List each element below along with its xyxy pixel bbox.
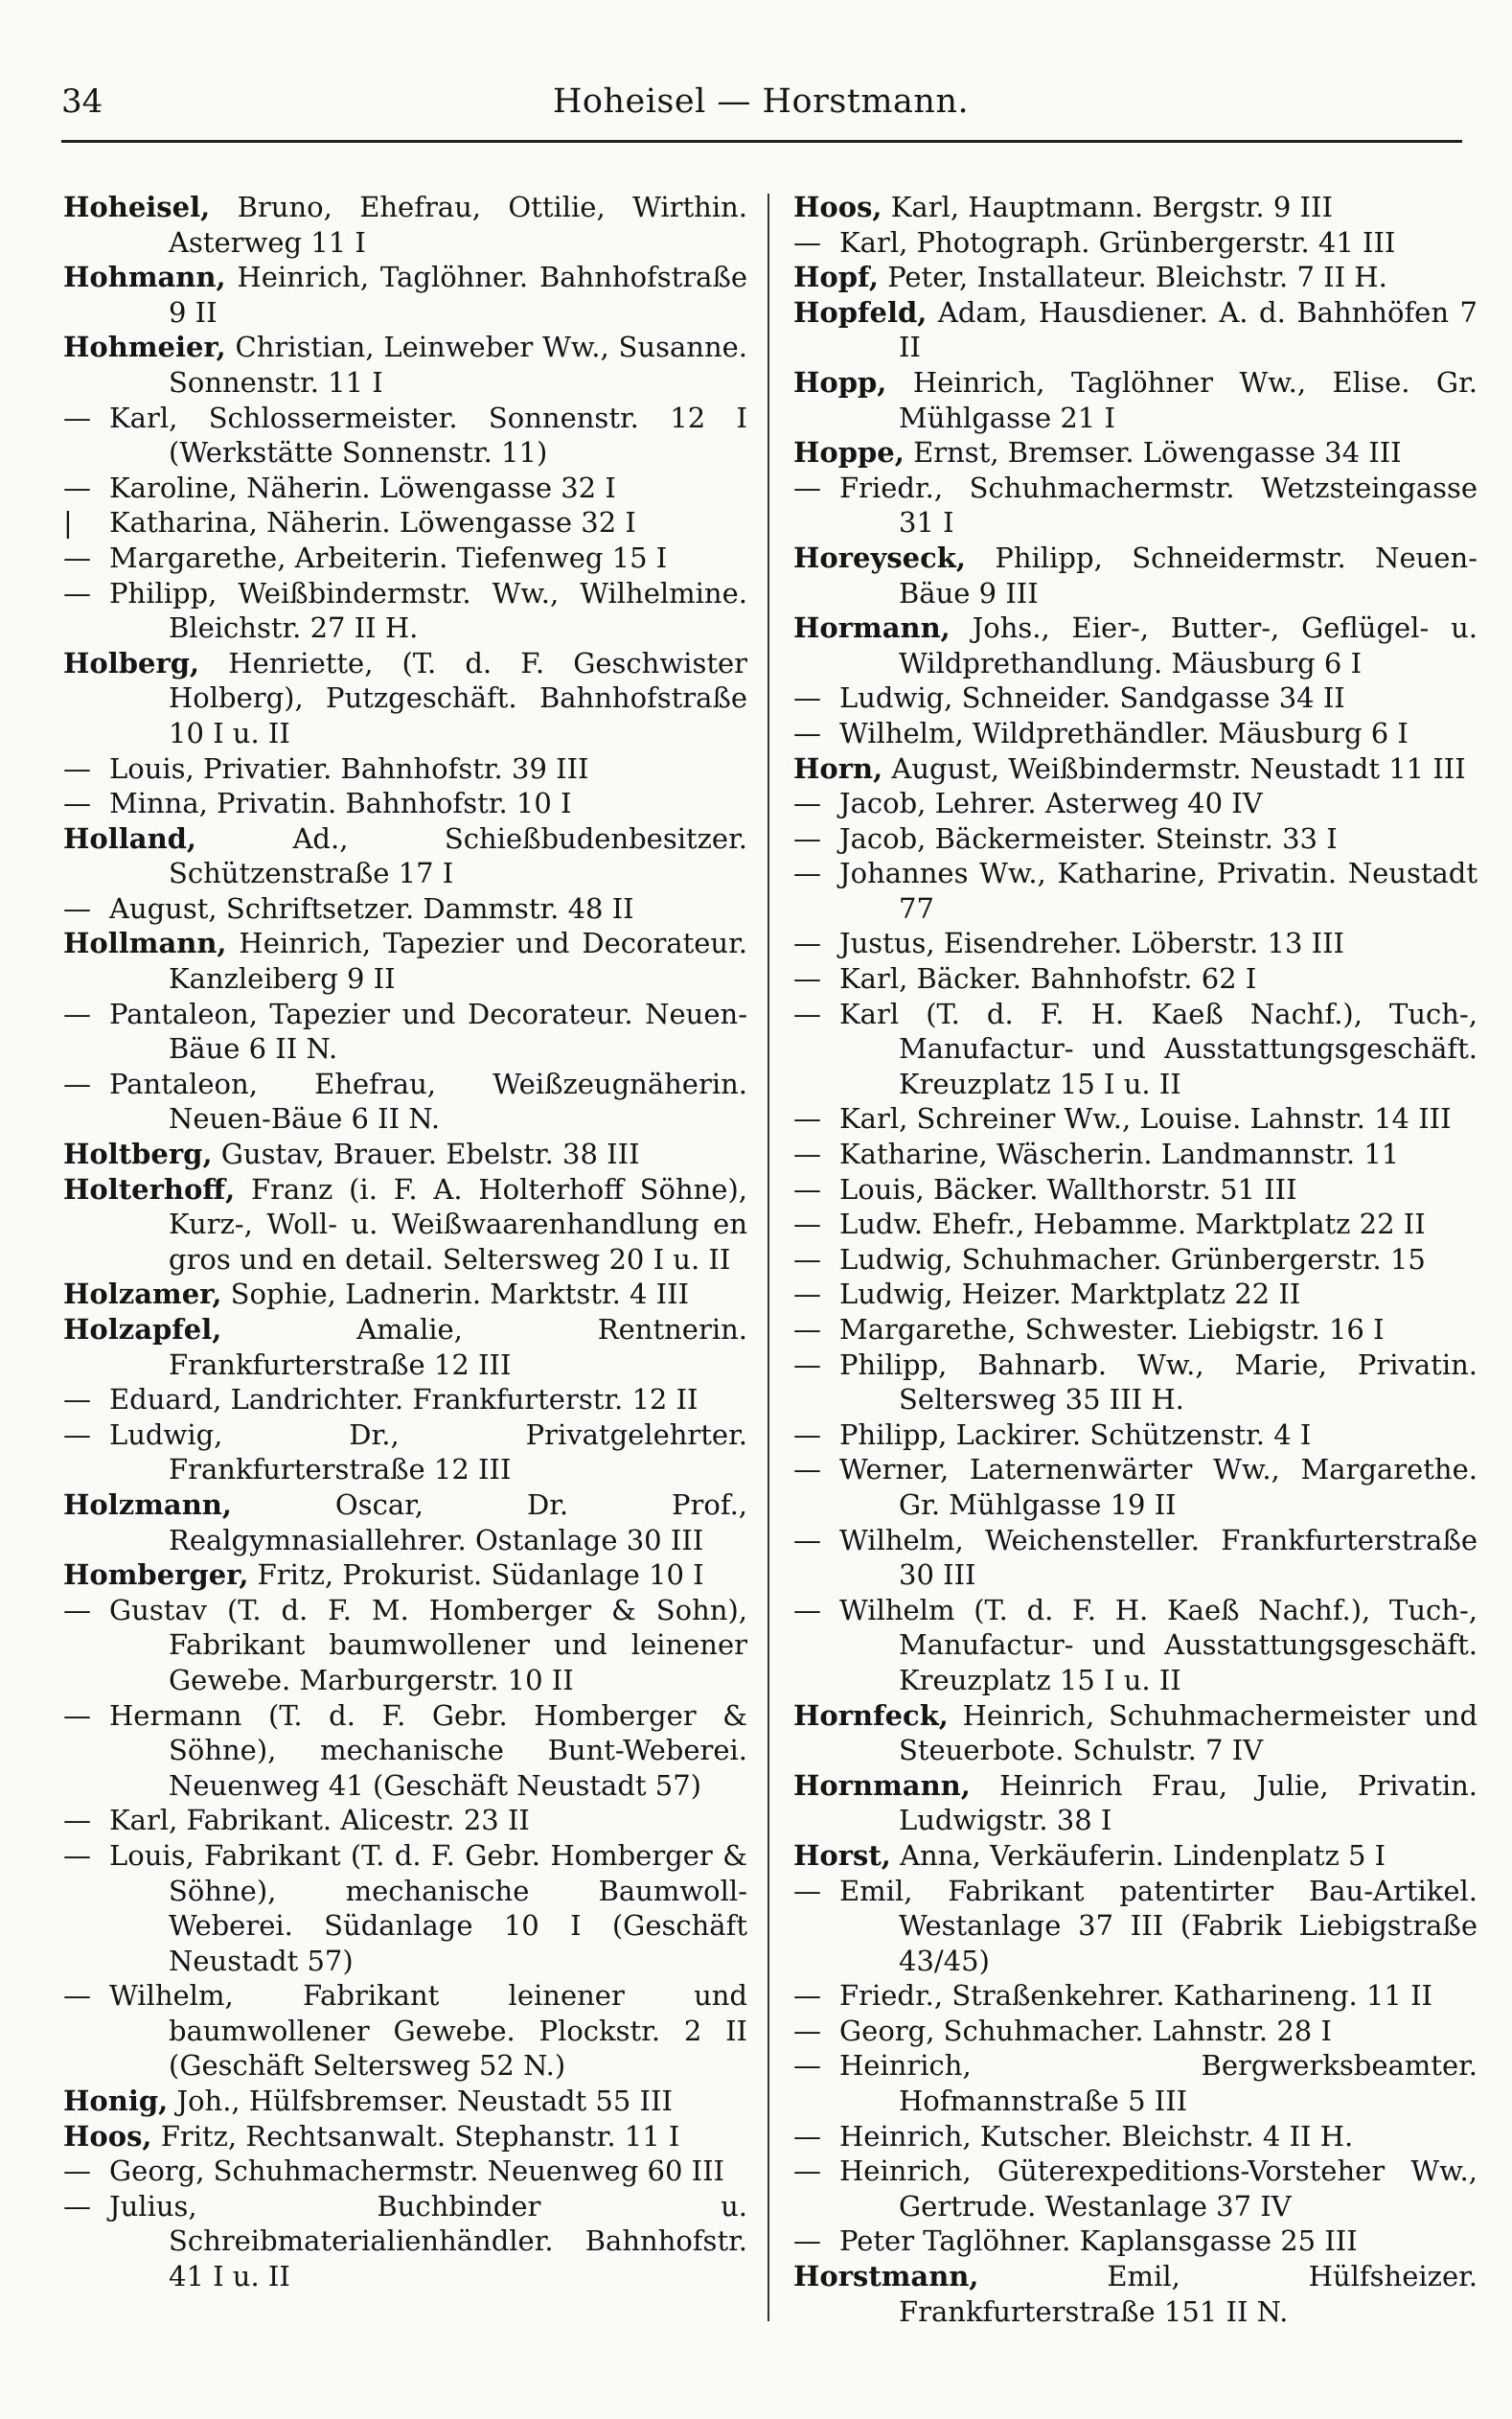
entry-text: Wilhelm, Wildprethändler. Mäusburg 6 I (839, 716, 1409, 749)
directory-entry (63, 646, 747, 751)
entry-dash: — (793, 1979, 821, 2013)
entry-text: Philipp, Bahnarb. Ww., Marie, Privatin. Seltersweg 35 III H. (839, 1348, 1478, 1417)
right-column (793, 190, 1478, 2329)
entry-dash: — (793, 1172, 821, 1206)
entry-dash: — (63, 891, 91, 925)
entry-text: Anna, Verkäuferin. Lindenplatz 5 I (900, 1838, 1386, 1872)
entry-text: Louis, Bäcker. Wallthorstr. 51 III (839, 1172, 1297, 1206)
entry-dash: — (63, 1417, 91, 1451)
entry-text: Adam, Hausdiener. A. d. Bahnhöfen 7 II (899, 295, 1478, 364)
entry-text: Justus, Eisendreher. Löberstr. 13 III (839, 927, 1344, 960)
entry-surname: Hopp, (793, 365, 887, 399)
entry-text: Bruno, Ehefrau, Ottilie, Wirthin. Asterweg 11 I (169, 191, 748, 259)
directory-entry (793, 1874, 1478, 1979)
entry-text: Heinrich, Taglöhner Ww., Elise. Gr. Mühlgasse 21 I (899, 365, 1478, 434)
entry-surname: Hopfeld, (793, 295, 928, 329)
entry-dash: — (793, 1453, 821, 1486)
column-divider (767, 194, 769, 2321)
entry-surname: Hoos, (793, 191, 882, 223)
entry-dash: — (63, 1698, 91, 1732)
directory-entry (63, 576, 747, 646)
entry-surname: Holberg, (63, 646, 200, 680)
entry-surname: Horeyseck, (793, 541, 966, 574)
directory-entry (793, 1348, 1478, 1417)
entry-text: Peter Taglöhner. Kaplansgasse 25 III (839, 2224, 1358, 2258)
entry-text: Philipp, Weißbindermstr. Ww., Wilhelmine. Bleichstr. 27 II H. (109, 576, 747, 645)
directory-entry (63, 1382, 747, 1417)
entry-text: Henriette, (T. d. F. Geschwister Holberg), Putzgeschäft. Bahnhofstraße 10 I u. II (169, 646, 748, 749)
directory-entry (63, 821, 747, 891)
entry-text: Christian, Leinweber Ww., Susanne. Sonnenstr. 11 I (169, 331, 748, 399)
entry-dash: — (793, 1593, 821, 1626)
entry-surname: Holzmann, (63, 1487, 232, 1521)
entry-dash: — (793, 857, 821, 890)
directory-entry (793, 2014, 1478, 2049)
directory-entry (793, 2119, 1478, 2154)
directory-entry (63, 190, 747, 260)
entry-surname: Hopf, (793, 261, 879, 294)
entry-text: Wilhelm (T. d. F. H. Kaeß Nachf.), Tuch-, Manufactur- und Ausstattungsgeschäft. Kreuzplatz 15 I u. II (839, 1593, 1478, 1696)
directory-entry (793, 2223, 1478, 2259)
entry-dash: — (793, 997, 821, 1030)
entry-text: Katharina, Näherin. Löwengasse 32 I (109, 506, 636, 540)
directory-entry (63, 1067, 747, 1137)
entry-dash: | (63, 506, 73, 540)
directory-entry (63, 1417, 747, 1487)
directory-entry (793, 1207, 1478, 1242)
entry-surname: Holzapfel, (63, 1313, 222, 1346)
entry-text: Ludw. Ehefr., Hebamme. Marktplatz 22 II (839, 1208, 1426, 1241)
entry-text: Friedr., Straßenkehrer. Katharineng. 11 II (839, 1979, 1433, 2013)
directory-entry (63, 1838, 747, 1978)
directory-entry (63, 471, 747, 506)
directory-entry (63, 260, 747, 330)
directory-entry (793, 365, 1478, 435)
directory-entry (793, 1242, 1478, 1278)
directory-entry (63, 1312, 747, 1382)
directory-entry (793, 1452, 1478, 1522)
entry-text: Karl, Schlossermeister. Sonnenstr. 12 I (Werkstätte Sonnenstr. 11) (109, 401, 747, 470)
entry-surname: Horstmann, (793, 2260, 979, 2293)
entry-surname: Horn, (793, 751, 883, 785)
directory-entry (793, 1417, 1478, 1453)
directory-entry (63, 505, 747, 541)
directory-entry (793, 1312, 1478, 1348)
entry-surname: Hoppe, (793, 436, 905, 470)
entry-dash: — (63, 1593, 91, 1626)
entry-dash: — (793, 1242, 821, 1276)
entry-surname: Hollmann, (63, 927, 227, 960)
entry-text: Gustav (T. d. F. M. Homberger & Sohn), Fabrikant baumwollener und leinener Gewebe. Marburgerstr. 10 II (109, 1593, 747, 1696)
entry-dash: — (793, 681, 821, 715)
directory-entry (63, 1593, 747, 1698)
directory-entry (793, 1838, 1478, 1874)
directory-entry (63, 2119, 747, 2154)
directory-entry (63, 330, 747, 400)
directory-entry (63, 891, 747, 927)
entry-text: Sophie, Ladnerin. Marktstr. 4 III (230, 1278, 690, 1311)
entry-text: Louis, Fabrikant (T. d. F. Gebr. Homberger & Söhne), mechanische Baumwoll-Weberei. Südanlage 10 I (Geschäft Neustadt 57) (109, 1838, 747, 1977)
directory-entry (793, 1523, 1478, 1593)
entry-dash: — (63, 2154, 91, 2188)
directory-entry (793, 1768, 1478, 1838)
directory-entry (793, 1101, 1478, 1137)
entry-dash: — (793, 716, 821, 749)
entry-text: Margarethe, Schwester. Liebigstr. 16 I (839, 1313, 1385, 1346)
header-rule (61, 140, 1462, 143)
entry-text: Joh., Hülfsbremser. Neustadt 55 III (176, 2085, 673, 2118)
entry-text: Ernst, Bremser. Löwengasse 34 III (913, 436, 1402, 470)
entry-text: Friedr., Schuhmachermstr. Wetzsteingasse 31 I (839, 471, 1478, 540)
entry-dash: — (793, 2119, 821, 2153)
entry-surname: Holzamer, (63, 1278, 222, 1311)
directory-entry (63, 2154, 747, 2189)
directory-entry (793, 821, 1478, 857)
entry-text: Emil, Fabrikant patentirter Bau-Artikel. Westanlage 37 III (Fabrik Liebigstraße 43/45) (839, 1874, 1478, 1977)
entry-dash: — (793, 927, 821, 960)
entry-text: Peter, Installateur. Bleichstr. 7 II H. (887, 261, 1387, 294)
entry-text: August, Schriftsetzer. Dammstr. 48 II (109, 891, 634, 925)
directory-entry (63, 1487, 747, 1557)
entry-text: Oscar, Dr. Prof., Realgymnasiallehrer. Ostanlage 30 III (169, 1487, 748, 1556)
entry-surname: Homberger, (63, 1558, 249, 1592)
entry-surname: Holland, (63, 821, 197, 855)
entry-surname: Hoheisel, (63, 191, 211, 223)
entry-surname: Hornfeck, (793, 1698, 949, 1732)
entry-text: Karl, Bäcker. Bahnhofstr. 62 I (839, 962, 1257, 996)
entry-text: Pantaleon, Ehefrau, Weißzeugnäherin. Neuen-Bäue 6 II N. (109, 1067, 747, 1136)
entry-text: Philipp, Schneidermstr. Neuen-Bäue 9 III (899, 541, 1478, 610)
entry-dash: — (63, 471, 91, 504)
directory-entry (63, 541, 747, 576)
directory-entry (793, 716, 1478, 751)
entry-text: Heinrich, Schuhmachermeister und Steuerbote. Schulstr. 7 IV (899, 1698, 1478, 1767)
running-title: Hoheisel — Horstmann. (552, 82, 970, 121)
directory-entry (793, 961, 1478, 997)
entry-dash: — (793, 1417, 821, 1451)
entry-dash: — (63, 1067, 91, 1100)
directory-entry (793, 2048, 1478, 2118)
entry-text: Karl, Schreiner Ww., Louise. Lahnstr. 14 III (839, 1102, 1452, 1136)
entry-text: Katharine, Wäscherin. Landmannstr. 11 (839, 1138, 1400, 1171)
entry-text: Ludwig, Heizer. Marktplatz 22 II (839, 1278, 1301, 1311)
entry-text: Werner, Laternenwärter Ww., Margarethe. Gr. Mühlgasse 19 II (839, 1453, 1478, 1521)
entry-text: Heinrich, Tapezier und Decorateur. Kanzleiberg 9 II (169, 927, 748, 996)
entry-text: Minna, Privatin. Bahnhofstr. 10 I (109, 787, 572, 820)
directory-entry (63, 1277, 747, 1312)
directory-entry (793, 1137, 1478, 1172)
entry-dash: — (793, 787, 821, 820)
directory-entry (793, 926, 1478, 961)
directory-entry (793, 786, 1478, 821)
entry-surname: Hormann, (793, 611, 951, 645)
directory-entry (793, 225, 1478, 261)
entry-surname: Holtberg, (63, 1138, 213, 1171)
directory-entry (793, 680, 1478, 716)
entry-text: Karl (T. d. F. H. Kaeß Nachf.), Tuch-, Manufactur- und Ausstattungsgeschäft. Kreuzplatz 15 I u. II (839, 997, 1478, 1100)
entry-dash: — (793, 2014, 821, 2047)
directory-entry (793, 997, 1478, 1102)
directory-entry (793, 2154, 1478, 2223)
entry-text: Hermann (T. d. F. Gebr. Homberger & Söhne), mechanische Bunt-Weberei. Neuenweg 41 (Geschäft Neustadt 57) (109, 1698, 747, 1802)
directory-entry (63, 2189, 747, 2294)
directory-entry (63, 1137, 747, 1172)
directory-entry (63, 2084, 747, 2119)
entry-text: Georg, Schuhmacher. Lahnstr. 28 I (839, 2014, 1332, 2047)
entry-dash: — (793, 1102, 821, 1136)
entry-text: Fritz, Prokurist. Südanlage 10 I (257, 1558, 704, 1592)
entry-text: Heinrich, Taglöhner. Bahnhofstraße 9 II (169, 261, 747, 329)
directory-entry (793, 190, 1478, 225)
directory-entry (63, 997, 747, 1067)
entry-dash: — (63, 576, 91, 610)
directory-entry (793, 295, 1478, 365)
entry-text: Heinrich, Kutscher. Bleichstr. 4 II H. (839, 2119, 1354, 2153)
entry-dash: — (63, 997, 91, 1030)
entry-text: Franz (i. F. A. Holterhoff Söhne), Kurz-, Woll- u. Weißwaarenhandlung en gros und en detail. Seltersweg 20 I u. II (169, 1172, 747, 1276)
entry-text: Karoline, Näherin. Löwengasse 32 I (109, 471, 616, 504)
entry-dash: — (793, 1278, 821, 1311)
entry-text: Heinrich, Bergwerksbeamter. Hofmannstraße 5 III (839, 2049, 1478, 2118)
entry-dash: — (63, 1383, 91, 1417)
directory-entry (793, 1277, 1478, 1312)
directory-entry (63, 1557, 747, 1593)
directory-entry (793, 1978, 1478, 2014)
entry-dash: — (63, 541, 91, 574)
directory-entry (63, 1698, 747, 1804)
entry-dash: — (793, 1523, 821, 1556)
entry-dash: — (63, 787, 91, 820)
directory-entry (793, 2259, 1478, 2329)
entry-text: Georg, Schuhmachermstr. Neuenweg 60 III (109, 2154, 724, 2188)
entry-text: Amalie, Rentnerin. Frankfurterstraße 12 III (169, 1313, 747, 1381)
entry-dash: — (793, 821, 821, 855)
entry-dash: — (793, 2154, 821, 2188)
entry-text: Heinrich, Güterexpeditions-Vorsteher Ww., Gertrude. Westanlage 37 IV (839, 2154, 1478, 2223)
entry-text: Jacob, Lehrer. Asterweg 40 IV (839, 787, 1263, 820)
entry-text: Ludwig, Schneider. Sandgasse 34 II (839, 681, 1345, 715)
entry-text: Johannes Ww., Katharine, Privatin. Neustadt 77 (839, 857, 1478, 925)
entry-dash: — (793, 471, 821, 504)
entry-surname: Horst, (793, 1838, 891, 1872)
entry-text: Johs., Eier-, Butter-, Geflügel- u. Wildprethandlung. Mäusburg 6 I (899, 611, 1478, 680)
entry-dash: — (63, 2189, 91, 2223)
entry-text: Fritz, Rechtsanwalt. Stephanstr. 11 I (160, 2119, 680, 2153)
entry-text: Karl, Photograph. Grünbergerstr. 41 III (839, 225, 1396, 259)
entry-text: Louis, Privatier. Bahnhofstr. 39 III (109, 751, 589, 785)
entry-text: Ludwig, Dr., Privatgelehrter. Frankfurterstraße 12 III (109, 1417, 747, 1486)
page-number: 34 (61, 82, 103, 121)
entry-dash: — (793, 1138, 821, 1171)
entry-text: Karl, Fabrikant. Alicestr. 23 II (109, 1804, 530, 1837)
entry-surname: Holterhoff, (63, 1172, 236, 1206)
entry-text: Pantaleon, Tapezier und Decorateur. Neuen-Bäue 6 II N. (109, 997, 747, 1066)
entry-dash: — (793, 1348, 821, 1381)
entry-dash: — (63, 401, 91, 434)
entry-text: Ludwig, Schuhmacher. Grünbergerstr. 15 (839, 1242, 1426, 1276)
directory-entry (63, 926, 747, 996)
directory-entry (793, 1593, 1478, 1698)
directory-entry (793, 856, 1478, 926)
entry-text: Ad., Schießbudenbesitzer. Schützenstraße 17 I (169, 821, 747, 890)
entry-dash: — (793, 2049, 821, 2083)
directory-entry (63, 1978, 747, 2084)
entry-text: Wilhelm, Weichensteller. Frankfurterstraße 30 III (839, 1523, 1478, 1592)
entry-text: Karl, Hauptmann. Bergstr. 9 III (890, 191, 1333, 223)
entry-dash: — (63, 1838, 91, 1872)
directory-entry (63, 786, 747, 821)
entry-surname: Hohmann, (63, 261, 226, 294)
entry-text: Gustav, Brauer. Ebelstr. 38 III (220, 1138, 640, 1171)
entry-text: August, Weißbindermstr. Neustadt 11 III (891, 751, 1466, 785)
entry-surname: Hohmeier, (63, 331, 226, 364)
directory-entry (63, 1803, 747, 1838)
directory-entry (793, 260, 1478, 295)
entry-surname: Hoos, (63, 2119, 152, 2153)
directory-entry (793, 541, 1478, 611)
entry-dash: — (63, 1979, 91, 2013)
directory-entry (793, 751, 1478, 787)
left-column (63, 190, 747, 2294)
directory-entry (63, 751, 747, 787)
directory-entry (793, 471, 1478, 541)
entry-text: Emil, Hülfsheizer. Frankfurterstraße 151 II N. (899, 2260, 1478, 2328)
entry-dash: — (793, 962, 821, 996)
directory-entry (793, 611, 1478, 680)
entry-text: Julius, Buchbinder u. Schreibmaterialienhändler. Bahnhofstr. 41 I u. II (109, 2189, 747, 2293)
entry-dash: — (793, 1874, 821, 1907)
entry-text: Heinrich Frau, Julie, Privatin. Ludwigstr. 38 I (899, 1768, 1478, 1837)
entry-dash: — (793, 1313, 821, 1346)
entry-dash: — (793, 1208, 821, 1241)
directory-entry (793, 435, 1478, 471)
directory-entry (793, 1172, 1478, 1208)
directory-entry (63, 401, 747, 471)
directory-entry (793, 1698, 1478, 1768)
page-header (61, 79, 1460, 125)
entry-surname: Honig, (63, 2085, 169, 2118)
entry-text: Jacob, Bäckermeister. Steinstr. 33 I (839, 821, 1338, 855)
entry-surname: Hornmann, (793, 1768, 971, 1802)
directory-entry (63, 1172, 747, 1278)
entry-text: Wilhelm, Fabrikant leinener und baumwollener Gewebe. Plockstr. 2 II (Geschäft Seltersweg 52 N.) (109, 1979, 747, 2083)
entry-dash: — (793, 2224, 821, 2258)
entry-dash: — (793, 225, 821, 259)
entry-dash: — (63, 751, 91, 785)
entry-text: Margarethe, Arbeiterin. Tiefenweg 15 I (109, 541, 668, 574)
entry-dash: — (63, 1804, 91, 1837)
entry-text: Philipp, Lackirer. Schützenstr. 4 I (839, 1417, 1312, 1451)
entry-text: Eduard, Landrichter. Frankfurterstr. 12 II (109, 1383, 699, 1417)
